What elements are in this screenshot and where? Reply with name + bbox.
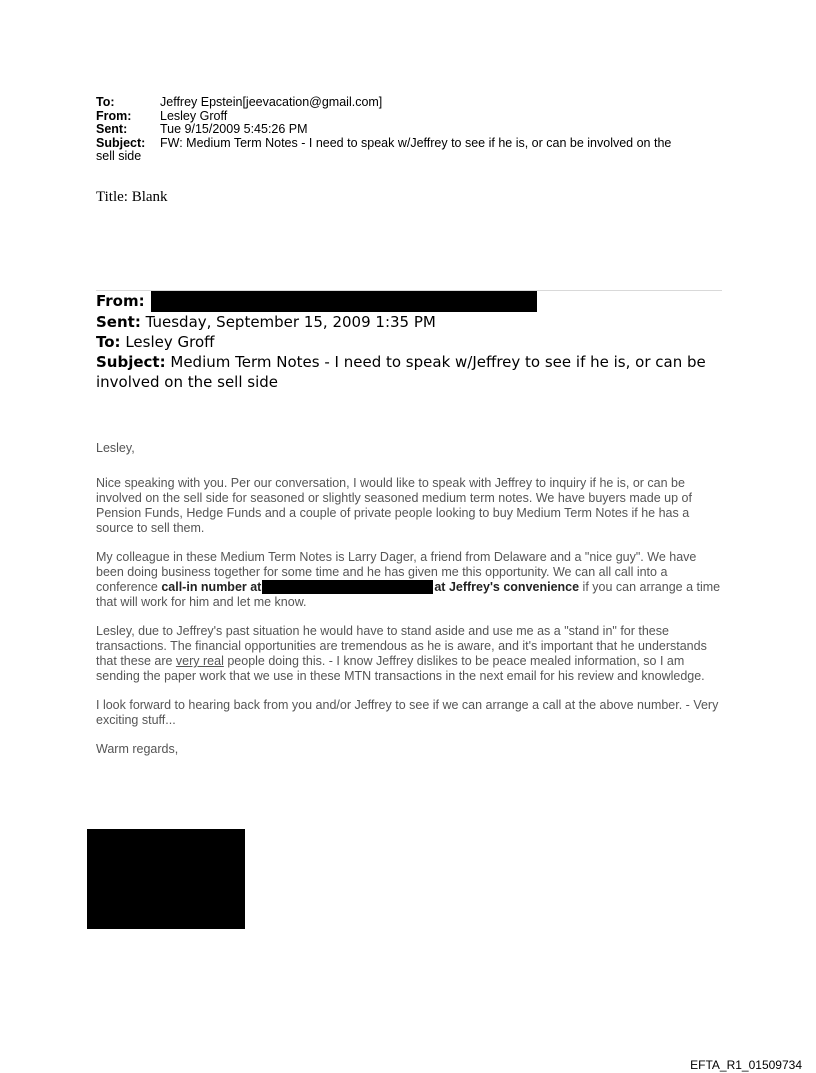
convenience-label: at Jeffrey's convenience [434, 580, 580, 594]
header-to-value: Jeffrey Epstein[jeevacation@gmail.com] [160, 95, 383, 109]
fwd-subject-row [96, 352, 726, 392]
forwarded-header [96, 291, 726, 392]
body-paragraph-1: Nice speaking with you. Per our conversation, I would like to speak with Jeffrey to inquiry if he is, or can be involved on the sell side for seasoned or slightly seasoned medium term notes. We have buyers made up of Pension Funds, Hedge Funds and a couple of private people looking to buy Medium Term Notes if he has a source to sell them. [96, 476, 692, 535]
document-title-line: Title: Blank [96, 189, 168, 205]
para2-text-a: My colleague in these Medium Term Notes is Larry Dager, a friend from Delaware and a "nice guy". We have been doing business together for some time and he has given me this opportunity. We can all call into a conference [96, 550, 697, 594]
callin-label: call-in number at [161, 580, 262, 594]
body-greeting: Lesley, [96, 441, 135, 455]
header-to-label: To: [96, 95, 115, 109]
para2-text-b: if you can arrange a time that will work for him and let me know. [96, 580, 721, 609]
para3-text-b: people doing this. - I know Jeffrey dislikes to be peace mealed information, so I am sending the paper work that we use in these MTN transactions in the next email for his review and knowledge. [96, 654, 705, 683]
fwd-sent-label: Sent: [96, 313, 141, 331]
header-from-row [96, 110, 726, 124]
redaction-signature [87, 829, 245, 929]
fwd-to-label: To: [96, 333, 121, 351]
body-paragraph-2 [96, 550, 724, 610]
body-paragraph-4: I look forward to hearing back from you and/or Jeffrey to see if we can arrange a call at the above number. - Very exciting stuff... [96, 698, 719, 727]
header-subject-value: FW: Medium Term Notes - I need to speak w/Jeffrey to see if he is, or can be involved on the [160, 135, 672, 150]
header-subject-row [96, 137, 726, 151]
fwd-from-row [96, 291, 726, 312]
fwd-from-label: From: [96, 292, 145, 310]
header-subject-label: Subject: [96, 135, 146, 150]
document-id: EFTA_R1_01509734 [690, 1058, 802, 1072]
fwd-to-value: Lesley Groff [125, 333, 215, 351]
body-paragraph-3 [96, 624, 724, 684]
fwd-subject-label: Subject: [96, 353, 166, 371]
fwd-to-row [96, 332, 726, 352]
redaction-phone [262, 580, 433, 594]
para3-text-a: Lesley, due to Jeffrey's past situation he would have to stand aside and use me as a "stand in" for these transactions. The financial opportunities are tremendous as he is aware, and it's important that he understands that these are [96, 624, 707, 668]
header-sent-value: Tue 9/15/2009 5:45:26 PM [160, 122, 308, 136]
header-sent-row [96, 123, 726, 137]
body-closing: Warm regards, [96, 742, 179, 756]
header-from-value: Lesley Groff [160, 108, 228, 123]
email-body [96, 441, 724, 771]
para3-underlined: very real [175, 654, 224, 668]
fwd-sent-row [96, 312, 726, 332]
header-from-label: From: [96, 108, 132, 123]
header-subject-wrap: sell side [96, 149, 142, 163]
fwd-sent-value: Tuesday, September 15, 2009 1:35 PM [145, 313, 436, 331]
header-sent-label: Sent: [96, 122, 128, 136]
redaction-sender [151, 291, 537, 312]
fwd-subject-value: Medium Term Notes - I need to speak w/Jeffrey to see if he is, or can be involved on the sell side [96, 353, 706, 391]
email-header [96, 96, 726, 164]
header-to-row [96, 96, 726, 110]
